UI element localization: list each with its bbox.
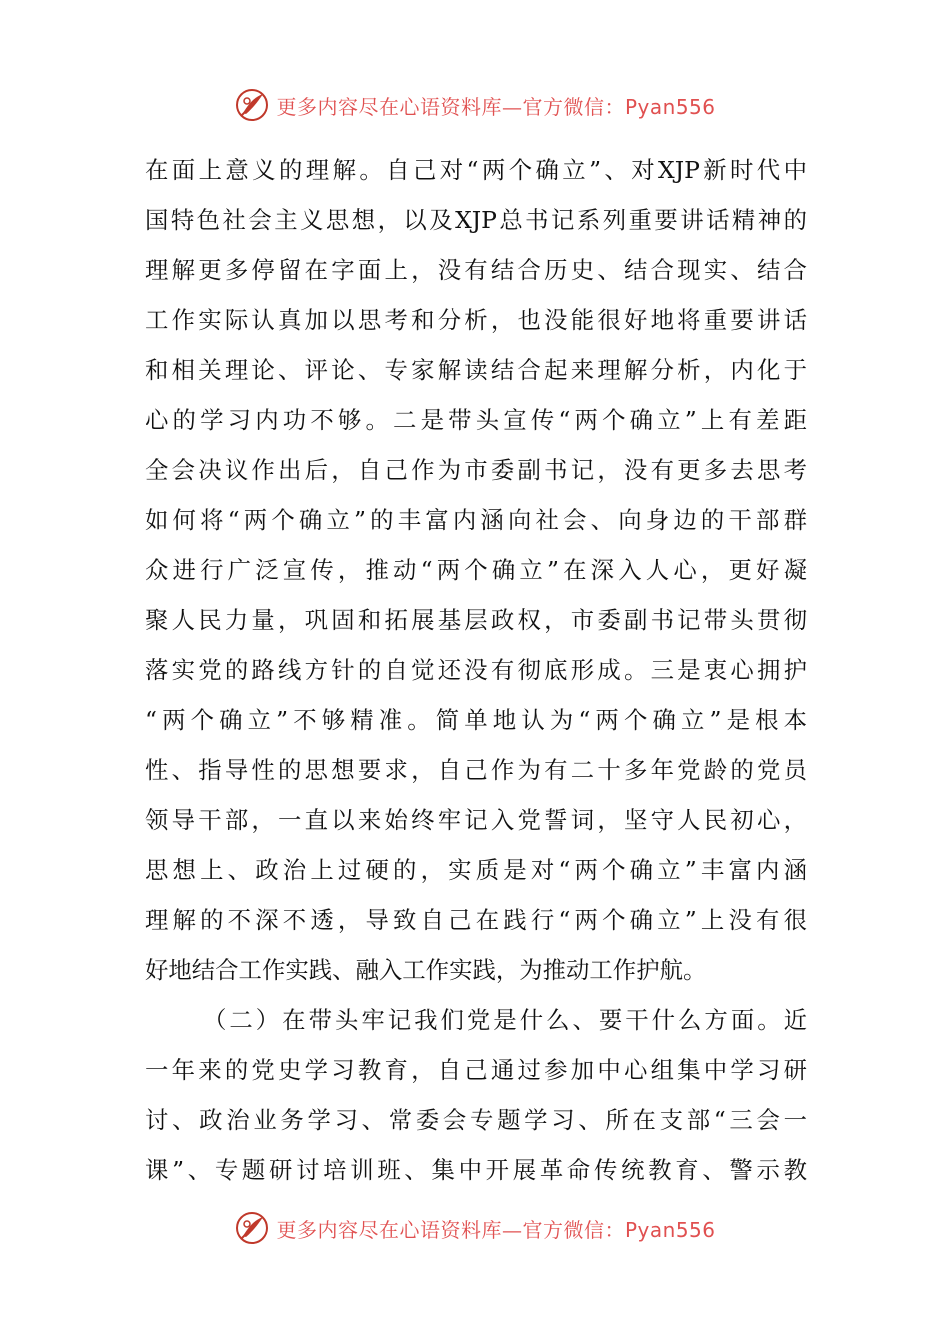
wechat-id: Pyan556 [624, 1217, 716, 1242]
body-line: 一年来的党史学习教育，自己通过参加中心组集中学习研 [145, 1056, 807, 1084]
banner-text: 更多内容尽在心语资料库—官方微信：Pyan556 [276, 1217, 716, 1242]
body-line: 心的学习内功不够。二是带头宣传“两个确立”上有差距 [145, 406, 807, 434]
quill-logo-icon [234, 87, 270, 123]
body-line: 工作实际认真加以思考和分析，也没能很好地将重要讲话 [145, 306, 807, 334]
body-line: 理解更多停留在字面上，没有结合历史、结合现实、结合 [145, 256, 807, 284]
body-line: 如何将“两个确立”的丰富内涵向社会、向身边的干部群 [145, 506, 807, 534]
footer-banner [0, 1208, 950, 1248]
body-line: 众进行广泛宣传，推动“两个确立”在深入人心，更好凝 [145, 556, 807, 584]
body-line: “两个确立”不够精准。简单地认为“两个确立”是根本 [145, 706, 807, 734]
body-line: 聚人民力量，巩固和拓展基层政权，市委副书记带头贯彻 [145, 606, 807, 634]
wechat-id: Pyan556 [624, 94, 716, 119]
body-line: 领导干部，一直以来始终牢记入党誓词，坚守人民初心， [145, 806, 807, 834]
body-line: 在面上意义的理解。自己对“两个确立”、对XJP新时代中 [145, 156, 807, 184]
banner-text: 更多内容尽在心语资料库—官方微信：Pyan556 [276, 94, 716, 119]
body-line: 性、指导性的思想要求，自己作为有二十多年党龄的党员 [145, 756, 807, 784]
section-heading-line: （二）在带头牢记我们党是什么、要干什么方面。近 [203, 1006, 807, 1034]
body-line: 理解的不深不透，导致自己在践行“两个确立”上没有很 [145, 906, 807, 934]
body-line: 思想上、政治上过硬的，实质是对“两个确立”丰富内涵 [145, 856, 807, 884]
body-line: 国特色社会主义思想，以及XJP总书记系列重要讲话精神的 [145, 206, 807, 234]
body-line: 落实党的路线方针的自觉还没有彻底形成。三是衷心拥护 [145, 656, 807, 684]
body-line: 全会决议作出后，自己作为市委副书记，没有更多去思考 [145, 456, 807, 484]
quill-logo-icon [234, 1210, 270, 1246]
body-line: 好地结合工作实践、融入工作实践，为推动工作护航。 [145, 956, 707, 984]
header-banner [0, 85, 950, 125]
body-line: 课”、专题研讨培训班、集中开展革命传统教育、警示教 [145, 1156, 807, 1184]
body-line: 和相关理论、评论、专家解读结合起来理解分析，内化于 [145, 356, 807, 384]
document-body [145, 145, 807, 1195]
body-line: 讨、政治业务学习、常委会专题学习、所在支部“三会一 [145, 1106, 807, 1134]
